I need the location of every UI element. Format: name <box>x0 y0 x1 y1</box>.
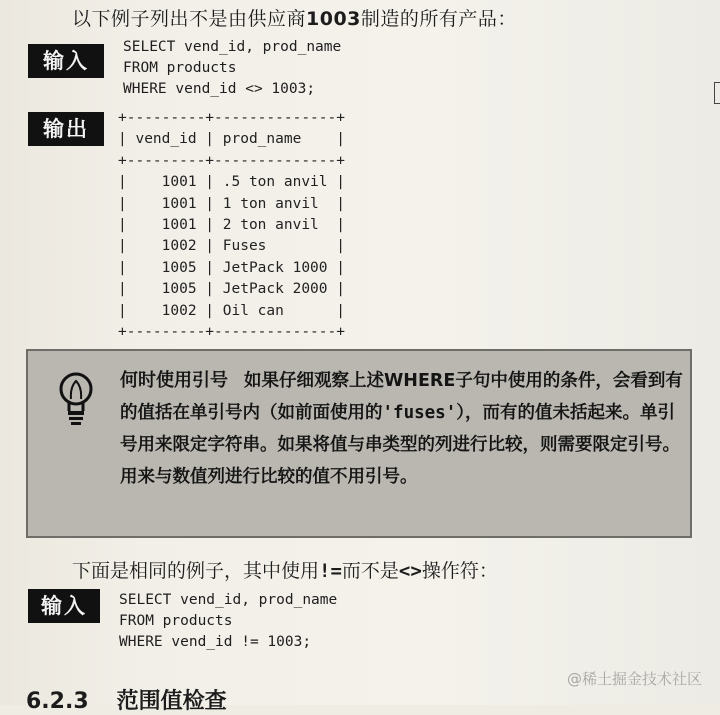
section-heading <box>26 684 227 715</box>
table-row: | 1002 | Oil can | <box>118 302 345 319</box>
para2-text: 下面是相同的例子，其中使用 <box>72 560 320 582</box>
intro-vend-id: 1003 <box>306 8 361 30</box>
table-row: | 1001 | 2 ton anvil | <box>118 216 345 233</box>
table-border-bottom: +---------+--------------+ <box>118 323 345 340</box>
sql-line: SELECT vend_id, prod_name <box>123 39 342 55</box>
table-row: | 1002 | Fuses | <box>118 238 345 255</box>
watermark: @稀土掘金技术社区 <box>566 670 702 688</box>
sql-line: SELECT vend_id, prod_name <box>119 592 338 608</box>
lightbulb-icon <box>56 369 96 429</box>
table-border-mid: +---------+--------------+ <box>118 152 345 169</box>
section-number: 6.2.3 <box>26 689 89 714</box>
table-row: | 1001 | .5 ton anvil | <box>118 174 345 191</box>
sql-line: FROM products <box>119 613 233 629</box>
para2-text: 操作符： <box>421 560 498 582</box>
callout-title: 何时使用引号 <box>120 370 228 391</box>
table-row: | 1005 | JetPack 2000 | <box>118 281 345 298</box>
sql-line: WHERE vend_id != 1003; <box>119 634 312 650</box>
table-header: | vend_id | prod_name | <box>118 131 345 148</box>
intro-text: 以下例子列出不是由供应商 <box>72 8 307 30</box>
callout-body <box>120 365 685 493</box>
output-tag: 输出 <box>28 112 104 146</box>
sql-query-2 <box>119 590 337 653</box>
intro-text-end: 制造的所有产品： <box>360 8 517 30</box>
input-tag: 输入 <box>28 44 104 78</box>
para2-text: 而不是 <box>341 560 399 582</box>
intro-paragraph <box>72 4 517 31</box>
operator-not-equal: != <box>319 560 342 582</box>
sql-query-1 <box>123 37 341 100</box>
page-edge-mark <box>714 82 720 104</box>
sql-line: FROM products <box>123 60 237 76</box>
table-row: | 1005 | JetPack 1000 | <box>118 259 345 276</box>
operator-angle: <> <box>398 560 422 582</box>
table-border-top: +---------+--------------+ <box>118 110 345 126</box>
table-row: | 1001 | 1 ton anvil | <box>118 195 345 212</box>
input-tag-2: 输入 <box>28 589 100 623</box>
sql-line: WHERE vend_id <> 1003; <box>123 81 316 97</box>
callout-text-2: ），而有的值未括起来。单引号用来限定字符串。如果将值与串类型的列进行比较，则需要限定引号。用来与数值列进行比较的值不用引号。 <box>120 403 680 487</box>
callout-quoted-value: 'fuses' <box>382 403 457 423</box>
section-title: 范围值检查 <box>116 689 227 714</box>
tip-callout <box>26 349 692 538</box>
result-table <box>118 108 345 343</box>
callout-text-1: 如果仔细观察上述WHERE子句中使用的条件，会看到有的值括在单引号内（如前面使用的 <box>120 371 683 423</box>
second-paragraph <box>72 556 498 583</box>
